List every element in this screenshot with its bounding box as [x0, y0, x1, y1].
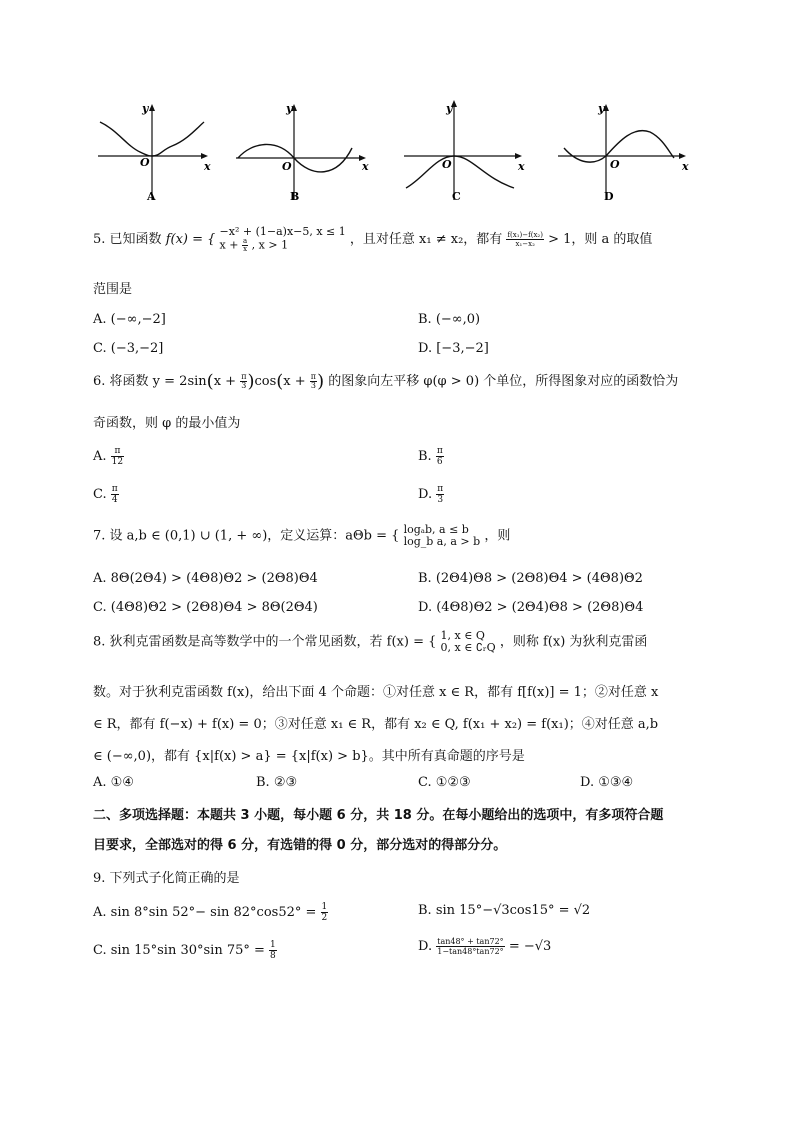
q6-arg-1: x +: [213, 374, 237, 389]
graph-label-b: B: [290, 190, 300, 203]
origin-label-b: O: [282, 160, 292, 173]
graph-label-a: A: [147, 190, 156, 203]
origin-label-d: O: [610, 158, 620, 171]
q6-lead: 6. 将函数 y = 2sin: [93, 374, 207, 389]
y-axis-label-b: y: [286, 102, 293, 115]
q8-option-a[interactable]: A. ①④: [93, 775, 134, 790]
q9-option-a-num: 1: [321, 902, 328, 912]
q6-option-a-den: 12: [111, 457, 124, 467]
q5-cond-num: f(x₁)−f(x₂): [507, 231, 543, 239]
q6-pi-2: π: [310, 372, 317, 381]
q6-option-d-num: π: [437, 484, 444, 494]
q5-frac-den: x: [243, 245, 248, 253]
q5-case-2-lead: x +: [219, 238, 239, 252]
q5-mid: ，且对任意 x₁ ≠ x₂，都有: [349, 232, 503, 247]
section-2-heading-line-2: 目要求，全部选对的得 6 分，有选错的得 0 分，部分选对的得部分分。: [93, 838, 507, 853]
q5-function: f(x) = {: [165, 232, 216, 247]
q6-option-a-num: π: [111, 446, 124, 457]
q7-option-a[interactable]: A. 8Θ(2Θ4) > (4Θ8)Θ2 > (2Θ8)Θ4: [93, 571, 318, 586]
graph-label-c: C: [452, 190, 461, 203]
q6-option-b[interactable]: [418, 446, 444, 467]
q7-option-b[interactable]: B. (2Θ4)Θ8 > (2Θ8)Θ4 > (4Θ8)Θ2: [418, 571, 643, 586]
q7-case-1: logₐb, a ≤ b: [403, 523, 469, 536]
q5-option-d[interactable]: D. [−3,−2]: [418, 341, 489, 356]
q8-piecewise: [441, 630, 496, 654]
graph-a: [92, 100, 212, 208]
q8-option-b[interactable]: B. ②③: [256, 775, 298, 790]
q9-option-c-den: 8: [270, 951, 276, 961]
q7-tail: ，则: [484, 528, 511, 544]
q6-cos: cos: [254, 374, 277, 389]
q5-lead: 5. 已知函数: [93, 232, 162, 247]
q8-option-d[interactable]: D. ①③④: [580, 775, 634, 790]
q5-option-b[interactable]: B. (−∞,0): [418, 312, 481, 327]
y-axis-label-a: y: [142, 102, 149, 115]
q6-option-d-den: 3: [437, 495, 444, 505]
q6-option-a[interactable]: [93, 446, 124, 467]
q7-option-d[interactable]: D. (4Θ8)Θ2 > (2Θ4)Θ8 > (2Θ8)Θ4: [418, 600, 644, 615]
q9-option-b[interactable]: B. sin 15°−√3cos15° = √2: [418, 903, 591, 918]
q9-option-a-den: 2: [321, 913, 328, 923]
q9-option-c-text: C. sin 15°sin 30°sin 75° =: [93, 943, 265, 958]
q6-option-b-den: 6: [436, 457, 443, 467]
q6-option-b-num: π: [436, 446, 443, 456]
x-axis-label-d: x: [682, 160, 689, 173]
answer-graphs: [92, 100, 692, 208]
question-6: 6. 将函数 y = 2sin(x + $\frac{\pi}{3}$ )cos(x + $\frac{\pi}{3}$ ) 的图象向左平移 φ(φ > 0) 个单位，所得图象对应的函数恰为: [93, 371, 679, 392]
q7-piecewise: [404, 524, 481, 548]
q6-option-c-num: π: [111, 484, 118, 494]
q6-option-d[interactable]: [418, 484, 444, 505]
q5-line-2: 范围是: [93, 282, 133, 297]
q7-option-c[interactable]: C. (4Θ8)Θ2 > (2Θ8)Θ4 > 8Θ(2Θ4): [93, 600, 318, 615]
q6-pi-1: π: [241, 372, 247, 381]
y-axis-label-c: y: [446, 102, 453, 115]
x-axis-label-a: x: [204, 160, 211, 173]
question-8: [93, 630, 647, 654]
q9-option-c-num: 1: [270, 940, 276, 950]
q6-text: 的图象向左平移 φ(φ > 0) 个单位，所得图象对应的函数恰为: [328, 374, 679, 389]
graph-label-d: D: [604, 190, 614, 203]
section-2-heading-line-1: 二、多项选择题：本题共 3 小题，每小题 6 分，共 18 分。在每小题给出的选项中，有多项符合题: [93, 808, 664, 823]
graph-c: [402, 100, 532, 208]
q8-line-4: ∈ (−∞,0)，都有 {x|f(x) > a} = {x|f(x) > b}。其中所有真命题的序号是: [93, 749, 525, 764]
q6-option-a-label: A.: [93, 449, 107, 464]
q7-lead: 7. 设 a,b ∈ (0,1) ∪ (1, + ∞)，定义运算：aΘb = {: [93, 528, 400, 544]
q6-arg-2: x +: [283, 374, 306, 389]
y-axis-label-d: y: [598, 102, 605, 115]
q6-option-d-label: D.: [418, 487, 433, 502]
q6-option-c-label: C.: [93, 487, 107, 502]
q9-option-a-text: A. sin 8°sin 52°− sin 82°cos52° =: [93, 905, 317, 920]
q5-cond-den: x₁−x₂: [515, 240, 535, 248]
q5-case-2-tail: , x > 1: [251, 238, 289, 252]
q6-three-2: 3: [310, 381, 316, 390]
q5-frac-num: a: [242, 237, 248, 245]
q6-option-c-den: 4: [111, 495, 118, 505]
q8-option-c[interactable]: C. ①②③: [418, 775, 471, 790]
q6-three-1: 3: [241, 381, 247, 390]
question-7: [93, 524, 510, 548]
q9-option-a[interactable]: [93, 902, 328, 923]
q5-option-c[interactable]: C. (−3,−2]: [93, 341, 164, 356]
q8-tail: ，则称 f(x) 为狄利克雷函: [499, 634, 648, 650]
q5-case-1: −x² + (1−a)x−5, x ≤ 1: [219, 225, 346, 238]
q9-option-d-tail: = −√3: [508, 939, 552, 954]
q8-case-2: 0, x ∈ ∁ᵣQ: [440, 641, 496, 654]
origin-label-a: O: [140, 156, 150, 169]
q6-option-b-label: B.: [418, 449, 432, 464]
q9-option-d-num: tan48° + tan72°: [437, 937, 504, 946]
question-9-stem: 9. 下列式子化简正确的是: [93, 871, 240, 886]
q6-line-2: 奇函数，则 φ 的最小值为: [93, 416, 241, 431]
q6-option-c[interactable]: [93, 484, 119, 505]
q8-lead: 8. 狄利克雷函数是高等数学中的一个常见函数，若 f(x) = {: [93, 634, 437, 650]
question-5: [93, 226, 652, 253]
q5-tail: > 1，则 a 的取值: [548, 232, 653, 247]
q8-line-3: ∈ R，都有 f(−x) + f(x) = 0；③对任意 x₁ ∈ R，都有 x₂ ∈ Q, f(x₁ + x₂) = f(x₁)；④对任意 a,b: [93, 717, 659, 732]
q5-piecewise: [220, 226, 346, 253]
graph-b: [232, 100, 372, 208]
q8-case-1: 1, x ∈ Q: [440, 629, 485, 642]
origin-label-c: O: [442, 158, 452, 171]
q9-option-d[interactable]: [418, 937, 551, 956]
q9-option-c[interactable]: [93, 940, 277, 961]
q5-option-a[interactable]: A. (−∞,−2]: [93, 312, 166, 327]
q8-line-2: 数。对于狄利克雷函数 f(x)，给出下面 4 个命题：①对任意 x ∈ R，都有 f[f(x)] = 1；②对任意 x: [93, 685, 659, 700]
x-axis-label-b: x: [362, 160, 369, 173]
q9-option-d-den: 1−tan48°tan72°: [437, 947, 504, 956]
graph-d: [554, 100, 694, 208]
q7-case-2: log_b a, a > b: [403, 535, 481, 548]
q9-option-d-label: D.: [418, 939, 433, 954]
x-axis-label-c: x: [518, 160, 525, 173]
